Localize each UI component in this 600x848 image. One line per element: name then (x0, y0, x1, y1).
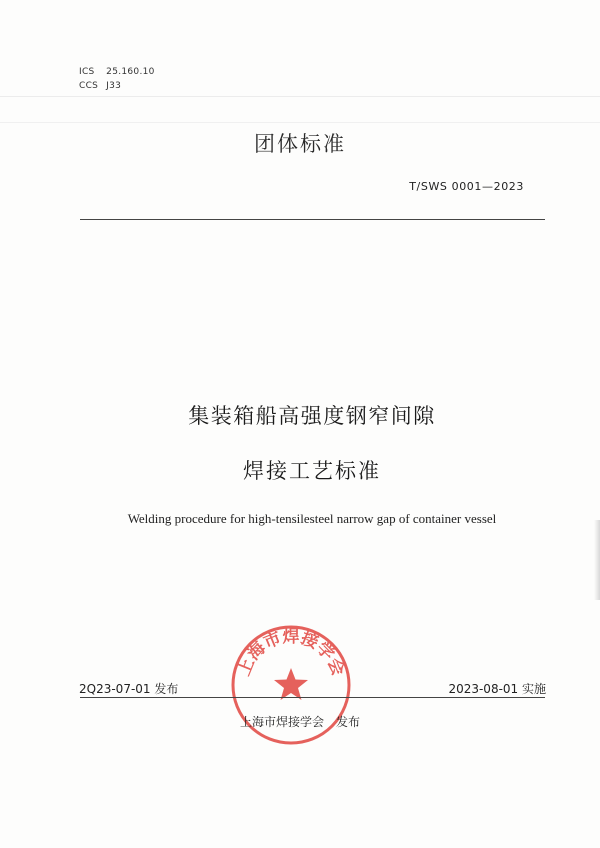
ccs-code (79, 81, 121, 91)
document-title-cn-line2: 焊接工艺标准 (243, 459, 381, 483)
scan-line (0, 96, 600, 97)
standard-type-heading: 团体标准 (254, 132, 346, 156)
ics-label: ICS (79, 67, 95, 77)
header-divider (80, 219, 545, 220)
ccs-label: CCS (79, 81, 99, 91)
document-title-cn-line1: 集装箱船高强度钢窄间隙 (188, 404, 436, 428)
publish-date: 2Q23-07-01 发布 (79, 682, 179, 696)
ccs-value: J33 (106, 81, 122, 91)
star-icon (274, 668, 308, 700)
implement-date: 2023-08-01 实施 (448, 682, 546, 696)
standard-number: T/SWS 0001—2023 (409, 180, 524, 193)
publisher-action: 发布 (336, 715, 361, 729)
ics-value: 25.160.10 (106, 67, 155, 77)
seal-text: 上海市焊接学会 (234, 627, 348, 679)
page-edge-shadow (594, 520, 600, 600)
scan-line (0, 122, 600, 123)
publisher (0, 713, 600, 730)
publisher-name: 上海市焊接学会 (239, 715, 324, 729)
document-title-en: Welding procedure for high-tensilesteel narrow gap of container vessel (127, 511, 497, 526)
footer-divider (80, 697, 545, 698)
ics-code (79, 67, 155, 77)
